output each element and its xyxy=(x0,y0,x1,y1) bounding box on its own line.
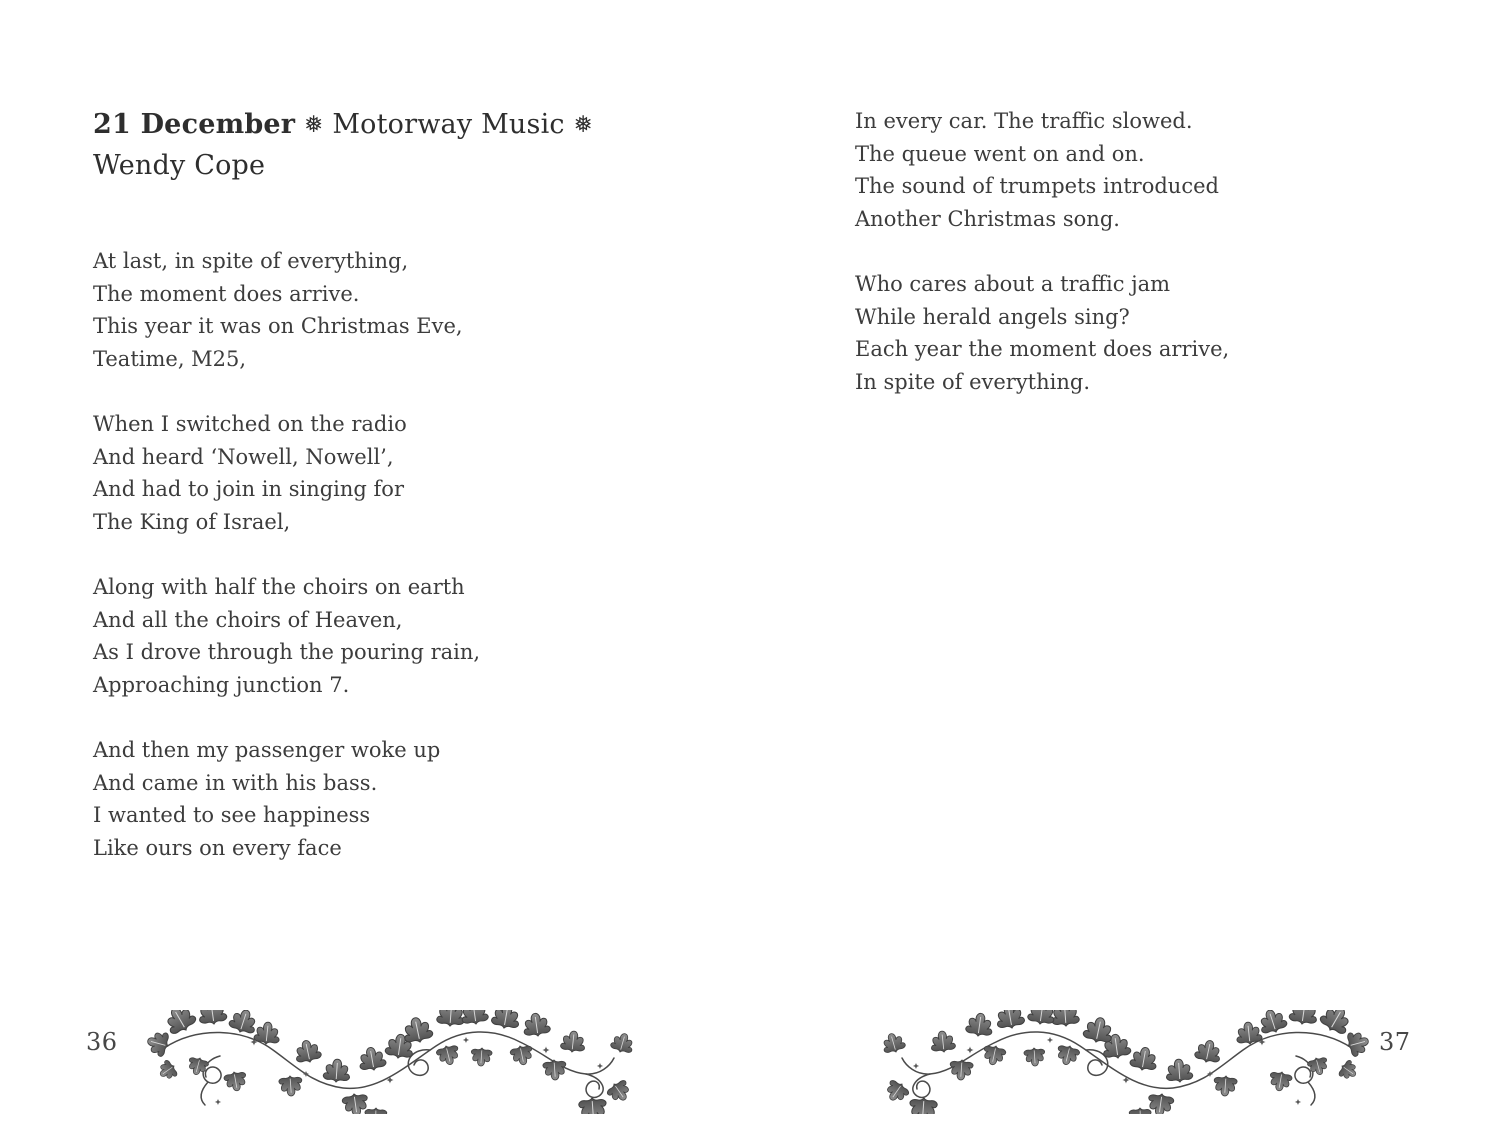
poem-line: Each year the moment does arrive, xyxy=(855,337,1230,361)
poem-title xyxy=(93,105,743,146)
poem-body-right xyxy=(855,105,1435,398)
poem-line: And had to join in singing for xyxy=(93,477,404,501)
poem-line: While herald angels sing? xyxy=(855,304,1130,329)
ivy-garland-icon xyxy=(0,1010,1500,1114)
stanza xyxy=(93,571,743,701)
stanza xyxy=(93,734,743,864)
page-number: 36 xyxy=(86,1028,118,1056)
snowflake-icon: ❅ xyxy=(573,112,594,138)
poem-line: This year it was on Christmas Eve, xyxy=(93,314,463,338)
poem-date: 21 December xyxy=(93,109,296,140)
stanza xyxy=(93,408,743,538)
left-page xyxy=(93,105,743,897)
poem-line: As I drove through the pouring rain, xyxy=(93,640,481,664)
poem-line: The moment does arrive. xyxy=(93,281,360,306)
poem-line: Teatime, M25, xyxy=(93,346,247,371)
poem-line: Like ours on every face xyxy=(93,835,342,860)
poem-line: I wanted to see happiness xyxy=(93,803,371,827)
poem-line: Who cares about a traffic jam xyxy=(855,272,1171,296)
poem-title-text: Motorway Music xyxy=(332,109,565,140)
stanza xyxy=(855,105,1435,235)
poem-line: And heard ‘Nowell, Nowell’, xyxy=(93,444,394,469)
poem-line: In every car. The traffic slowed. xyxy=(855,109,1193,133)
poem-line: And then my passenger woke up xyxy=(93,738,441,762)
poem-line: At last, in spite of everything, xyxy=(93,249,409,273)
poem-line: And came in with his bass. xyxy=(93,770,378,795)
poem-line: In spite of everything. xyxy=(855,369,1091,394)
poem-author: Wendy Cope xyxy=(93,150,266,181)
right-page xyxy=(855,105,1435,431)
stanza xyxy=(93,245,743,375)
poem-line: The King of Israel, xyxy=(93,509,291,534)
page-number: 37 xyxy=(1379,1028,1411,1056)
stanza xyxy=(855,268,1435,398)
poem-line: When I switched on the radio xyxy=(93,412,407,436)
poem-line: The queue went on and on. xyxy=(855,141,1145,166)
poem-line: Along with half the choirs on earth xyxy=(93,575,465,599)
poem-line: Approaching junction 7. xyxy=(93,672,350,697)
poem-line: The sound of trumpets introduced xyxy=(855,174,1219,198)
poem-line: And all the choirs of Heaven, xyxy=(93,607,403,632)
snowflake-icon: ❅ xyxy=(304,112,324,138)
poem-body-left xyxy=(93,245,743,864)
poem-line: Another Christmas song. xyxy=(855,206,1120,231)
